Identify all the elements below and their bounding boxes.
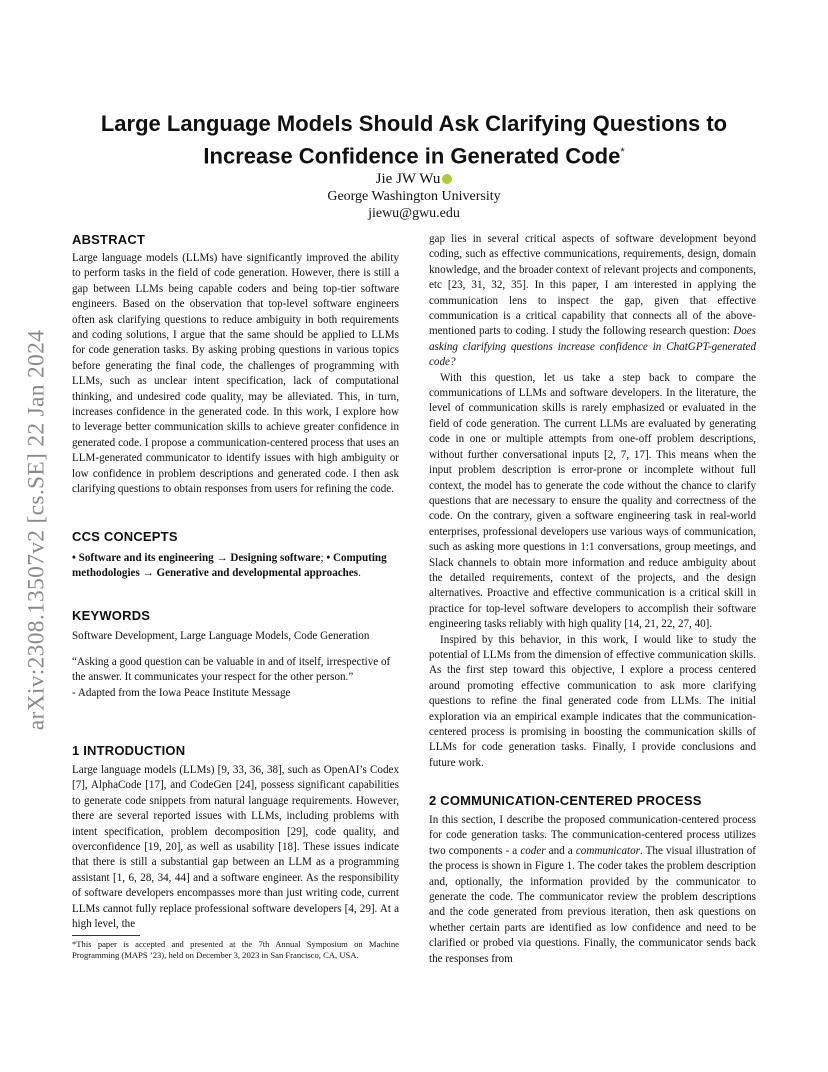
section-2-paragraph [429, 813, 756, 967]
ccs-term-2: Generative and developmental approaches [156, 567, 359, 580]
keywords-heading: KEYWORDS [72, 608, 151, 623]
ccs-bullet-2: • Computing methodologies [72, 552, 387, 580]
ccs-end: . [358, 567, 361, 580]
ccs-arrow-2: → [139, 567, 157, 580]
affiliation: George Washington University [327, 189, 501, 204]
author-line [60, 171, 768, 188]
abstract-heading: ABSTRACT [72, 232, 146, 247]
epigraph-quote: “Asking a good question can be valuable in and of itself, irrespective of the answer. It communicates your respect for the other person.” [72, 656, 391, 684]
title-line-2: Increase Confidence in Generated Code [203, 143, 621, 169]
section-2-text-b: and a [545, 844, 576, 857]
section-2 [429, 793, 756, 967]
author-name: Jie JW Wu [375, 171, 441, 187]
arxiv-stamp-text: arXiv:2308.13507v2 [cs.SE] 22 Jan 2024 [23, 329, 50, 731]
ccs-arrow-1: → [213, 552, 231, 564]
intro-continuation-text: gap lies in several critical aspects of software development beyond coding, such as effective communications, requirements, design, domain knowledge, and the broader context of relevant projects and components, etc [23, 31, 32, 35]. In this paper, I am interested in applying the communication lens to inspect the gap, given that effective communication is a critical capability that connects all of the above-mentioned parts to coding. I study the following research question: [429, 233, 756, 338]
footnote: *This paper is accepted and presented at the 7th Annual Symposium on Machine Programming (MAPS ’23), held on December 3, 2023 in San Francisco, CA, USA. [72, 939, 399, 960]
epigraph [72, 655, 399, 701]
introduction-paragraph-2: With this question, let us take a step back to compare the communications of LLMs and software developers. In the literature, the level of communication skills is rarely emphasized or evaluated in the field of code generation. The current LLMs are evaluated by generating code in one or multiple attempts from one-off problem descriptions, without further conversational inputs [2, 7, 17]. This means when the input problem description is error-prone or incomplete without full context, the model has to generate the code without the chance to clarify questions that are necessary to ensure the quality and correctness of the code. On the contrary, given a software engineering task in real-world enterprises, professional developers use various ways of communication, such as asking more questions in 1:1 conversations, group meetings, and Slack channels to obtain more information and reduce ambiguity about the detailed requirements, context of the projects, and the design alternatives. Proactive and effective communication is a critical skill in practice for top-level software developers to accomplish their software engineering tasks reliably with high quality [14, 21, 22, 27, 40]. [429, 371, 756, 631]
ccs-bullet-1: • Software and its engineering [72, 552, 214, 564]
abstract-section [72, 232, 399, 498]
coder-term: coder [520, 844, 546, 857]
introduction-continued [429, 232, 756, 771]
ccs-section [72, 529, 399, 582]
section-2-text-a: In this section, I describe the proposed communication-centered process for code generation tasks. The communication-centered process utilizes two components - a [429, 814, 756, 857]
epigraph-source: - Adapted from the Iowa Peace Institute Message [72, 686, 291, 699]
author-email[interactable]: jiewu@gwu.edu [368, 206, 460, 221]
ccs-separator: ; [320, 552, 327, 564]
introduction-paragraph-1-continued [429, 232, 756, 371]
communicator-term: communicator [575, 844, 640, 857]
title-footnote-mark: * [620, 146, 625, 158]
abstract-text: Large language models (LLMs) have significantly improved the ability to perform tasks in the field of code generation. However, there is still a gap between LLMs being capable coders and being top-tier software engineers. Based on the observation that top-level software engineers often ask clarifying questions to reduce ambiguity in both requirements and coding solutions, I argue that the same should be applied to LLMs for code generation tasks. By asking probing questions in various topics before generating the final code, the challenges of programming with LLMs, such as unclear intent specification, lack of computational thinking, and undesired code quality, may be alleviated. This, in turn, increases confidence in the generated code. In this work, I explore how to leverage better communication skills to achieve greater confidence in generated code. I propose a communication-centered process that uses an LLM-generated communicator to identify issues with high ambiguity or low confidence in problem descriptions and generated code. I then ask clarifying questions to obtain responses from users for refining the code. [72, 252, 399, 496]
introduction-heading: 1 INTRODUCTION [72, 743, 186, 758]
orcid-icon[interactable] [442, 174, 452, 184]
ccs-text [72, 551, 399, 582]
introduction-paragraph-1: Large language models (LLMs) [9, 33, 36, 38], such as OpenAI’s Codex [7], AlphaCode [17], and CodeGen [24], possess significant capabilities to generate code snippets from natural language requirements. However, there are several reported issues with LLMs, including problems with intent specification, problem decomposition [29], code quality, and overconfidence [19, 20], as well as usability [18]. These issues indicate that there is still a substantial gap between an LLM as a programming assistant [1, 6, 28, 34, 44] and a software engineer. As the responsibility of software developers encompasses more than just writing code, current LLMs cannot fully replace professional software developers [4, 29]. At a high level, the [72, 764, 399, 931]
title-line-1: Large Language Models Should Ask Clarifying Questions to [100, 111, 728, 136]
arxiv-identifier-stamp [22, 295, 52, 765]
keywords-text: Software Development, Large Language Models, Code Generation [72, 630, 370, 642]
research-question: Does asking clarifying questions increase confidence in ChatGPT-generated code? [429, 325, 756, 369]
ccs-term-1: Designing software [230, 552, 321, 564]
paper-title [60, 110, 768, 170]
introduction-paragraph-3: Inspired by this behavior, in this work, I would like to study the potential of LLMs from the dimension of effective communication skills. As the first step toward this objective, I explore a process centered around promoting effective communication to ask more clarifying questions to refine the final generated code from LLMs. The initial exploration via an empirical example indicates that the communication-centered process is promising in boosting the communication skills of LLMs for code generation tasks. Finally, I provide conclusions and future work. [429, 633, 756, 769]
ccs-heading: CCS CONCEPTS [72, 529, 178, 544]
footnote-rule [72, 935, 140, 936]
introduction-section [72, 743, 399, 932]
keywords-section [72, 608, 399, 644]
section-2-text-c: . The visual illustration of the process is shown in Figure 1. The coder takes the problem description and, optionally, the information provided by the communicator to generate the code. The communicator review the problem descriptions and the code generated from previous iteration, then ask questions on whether certain parts are identified as low confidence and need to be clarified or probed via questions. Finally, the communicator sends back the responses from [429, 844, 756, 965]
section-2-heading: 2 COMMUNICATION-CENTERED PROCESS [429, 793, 702, 808]
